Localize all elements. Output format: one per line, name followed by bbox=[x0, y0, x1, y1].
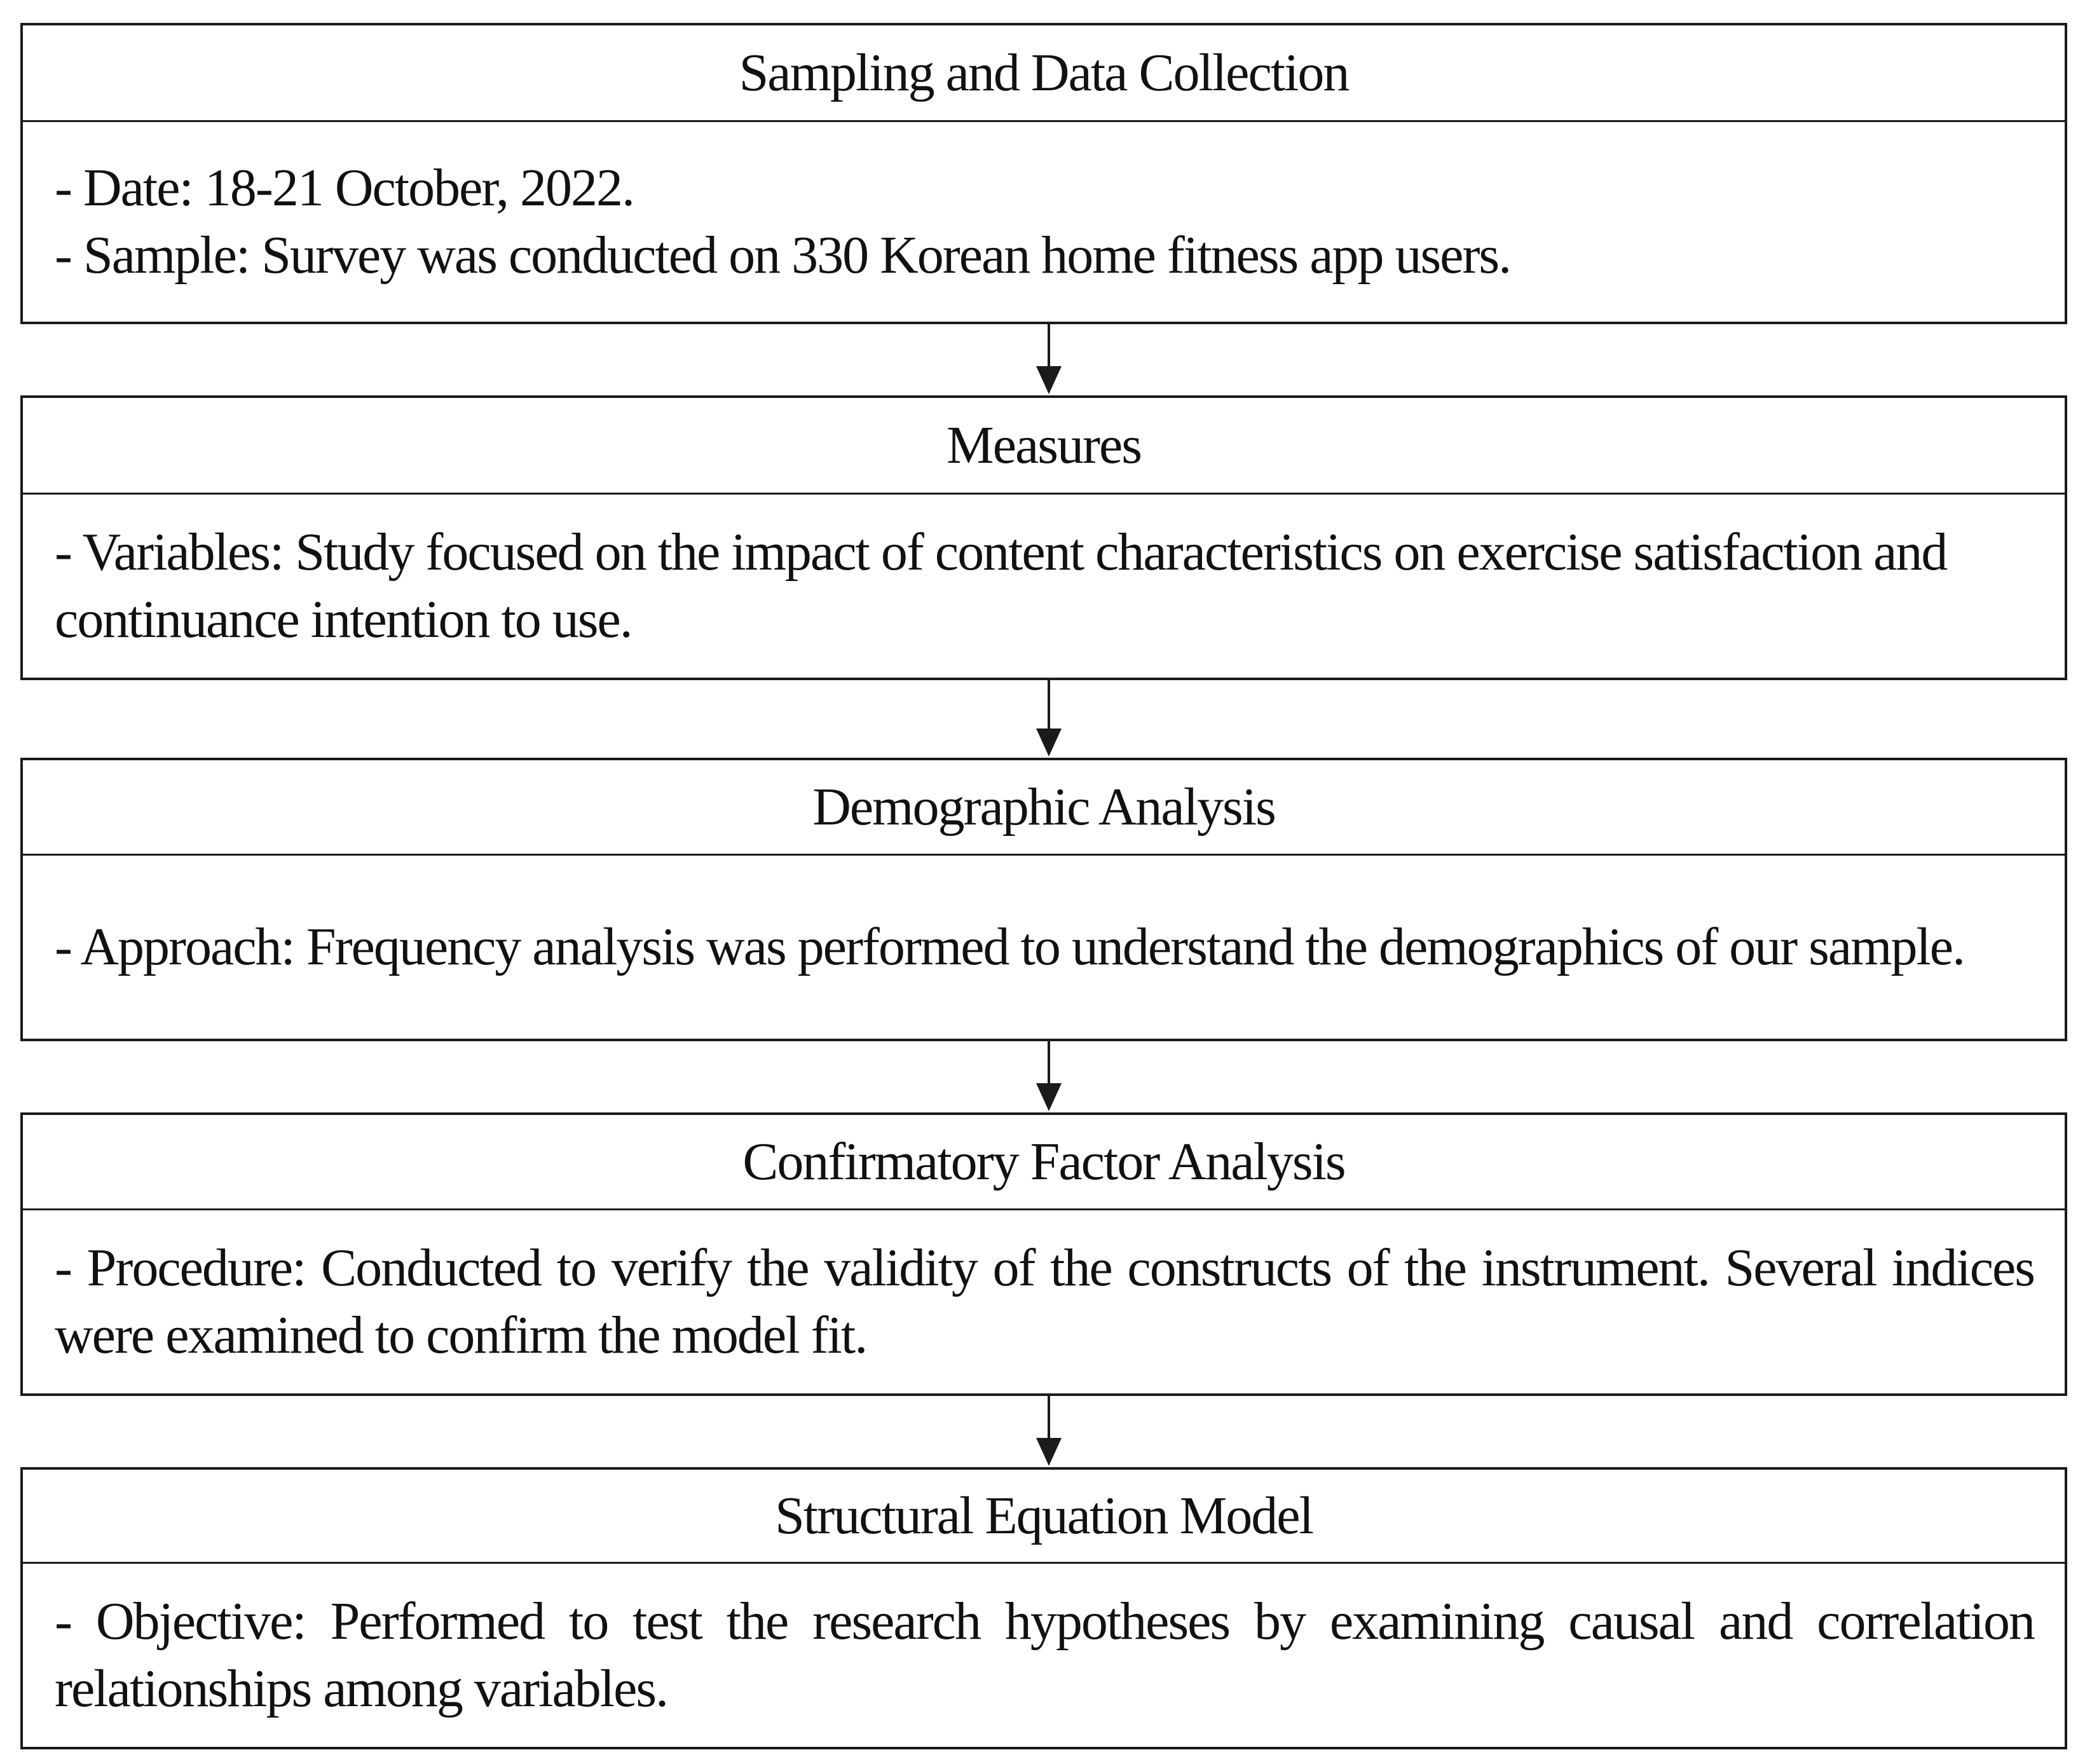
step-description bbox=[23, 122, 2065, 322]
step-description bbox=[23, 1210, 2065, 1393]
step-title: Measures bbox=[23, 398, 2065, 495]
step-line: - Date: 18-21 October, 2022. bbox=[55, 158, 634, 217]
step-box-cfa bbox=[20, 1112, 2067, 1396]
step-title: Sampling and Data Collection bbox=[23, 25, 2065, 122]
step-title: Demographic Analysis bbox=[23, 760, 2065, 856]
step-text: - Procedure: Conducted to verify the validity of the constructs of the instrument. Several indices were examined to confirm the model fit. bbox=[55, 1238, 2034, 1365]
step-title: Structural Equation Model bbox=[23, 1470, 2065, 1564]
step-text: - Approach: Frequency analysis was performed to understand the demographics of our sample. bbox=[55, 917, 1965, 976]
flow-arrow bbox=[1030, 680, 1068, 758]
step-title: Confirmatory Factor Analysis bbox=[23, 1115, 2065, 1210]
step-box-measures bbox=[20, 395, 2067, 680]
flow-arrow bbox=[1030, 1396, 1068, 1467]
step-box-sampling bbox=[20, 23, 2067, 324]
step-box-demographic bbox=[20, 758, 2067, 1041]
step-description bbox=[23, 495, 2065, 678]
step-description bbox=[23, 1564, 2065, 1747]
flow-arrow bbox=[1030, 1041, 1068, 1112]
step-text: - Variables: Study focused on the impact of content characteristics on exercise satisfaction and continuance intention to use. bbox=[55, 523, 1947, 649]
step-line: - Sample: Survey was conducted on 330 Korean home fitness app users. bbox=[55, 226, 1511, 285]
step-description bbox=[23, 856, 2065, 1039]
step-text: - Objective: Performed to test the research hypotheses by examining causal and correlation relationships among variables. bbox=[55, 1592, 2034, 1718]
step-box-sem bbox=[20, 1467, 2067, 1749]
flow-arrow bbox=[1030, 324, 1068, 395]
